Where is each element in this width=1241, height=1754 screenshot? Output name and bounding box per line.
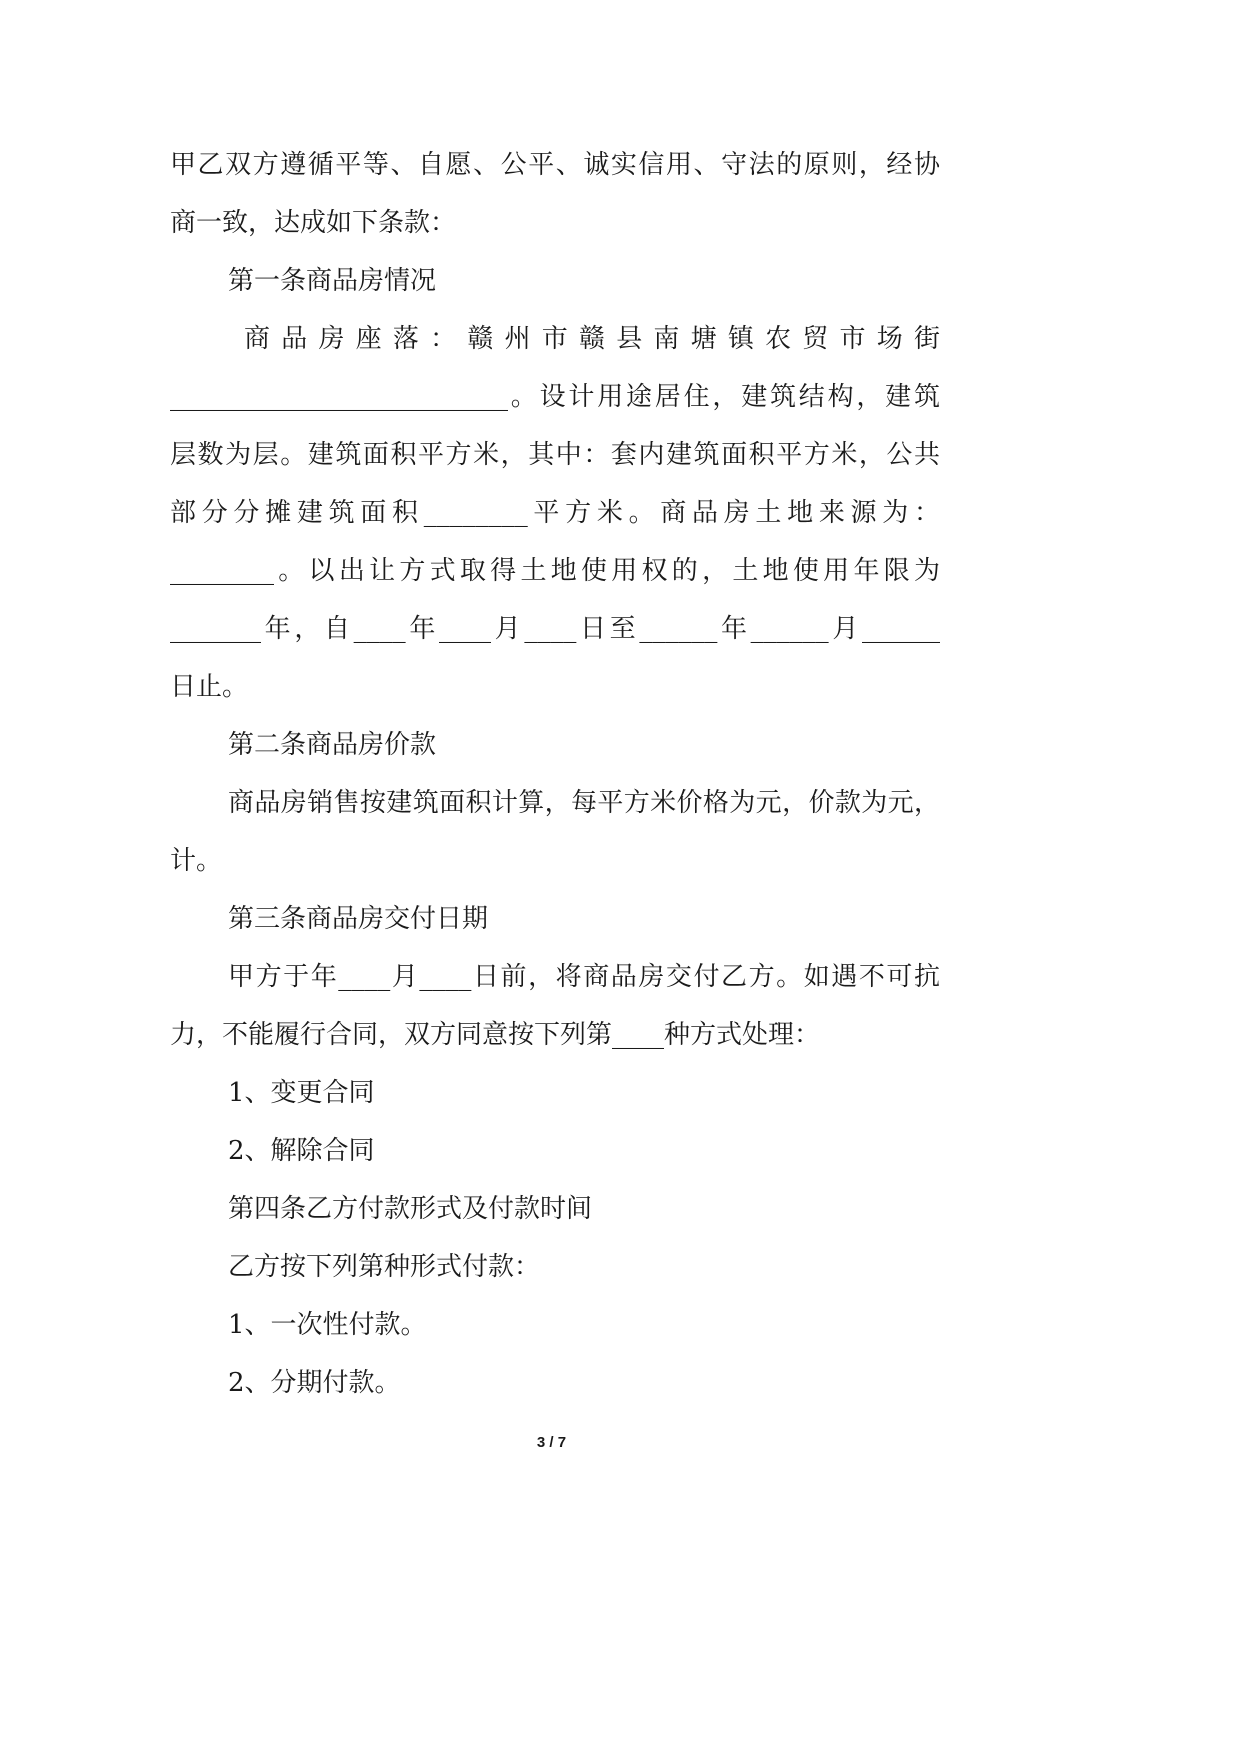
article-3-line-2: 力，不能履行合同，双方同意按下列第____种方式处理： bbox=[170, 1020, 821, 1050]
article-1-line-7: 日止。 bbox=[170, 672, 249, 702]
article-1-line-3: 层数为层。建筑面积平方米，其中：套内建筑面积平方米，公共 bbox=[170, 440, 940, 470]
article-1-line-5: ________。以出让方式取得土地使用权的，土地使用年限为 bbox=[170, 556, 940, 586]
article-4-heading: 第四条乙方付款形式及付款时间 bbox=[228, 1194, 593, 1224]
paragraph-intro-line-1: 甲乙双方遵循平等、自愿、公平、诚实信用、守法的原则，经协 bbox=[170, 150, 940, 180]
article-1-location-line: 商品房座落：赣州市赣县南塘镇农贸市场街 bbox=[244, 324, 940, 354]
article-3-heading: 第三条商品房交付日期 bbox=[228, 904, 489, 934]
article-3-line-1: 甲方于年____月____日前，将商品房交付乙方。如遇不可抗 bbox=[228, 962, 940, 992]
article-1-line-4: 部分分摊建筑面积________平方米。商品房土地来源为： bbox=[170, 498, 940, 528]
article-2-line-1: 商品房销售按建筑面积计算，每平方米价格为元，价款为元， bbox=[228, 788, 940, 818]
article-4-line-1: 乙方按下列第种形式付款： bbox=[228, 1252, 541, 1282]
page-number: 3 / 7 bbox=[536, 1434, 567, 1451]
article-3-option-1: 1、变更合同 bbox=[228, 1078, 375, 1108]
article-4-option-1: 1、一次性付款。 bbox=[228, 1310, 427, 1340]
article-1-heading: 第一条商品房情况 bbox=[228, 266, 437, 296]
paragraph-intro-line-2: 商一致，达成如下条款： bbox=[170, 208, 457, 238]
article-1-line-2: __________________________。设计用途居住，建筑结构，建筑 bbox=[170, 382, 940, 412]
article-2-line-2: 计。 bbox=[170, 846, 223, 876]
article-3-option-2: 2、解除合同 bbox=[228, 1136, 375, 1166]
article-4-option-2: 2、分期付款。 bbox=[228, 1368, 401, 1398]
article-2-heading: 第二条商品房价款 bbox=[228, 730, 437, 760]
article-1-line-6: _______年，自____年____月____日至______年______月______ bbox=[170, 614, 940, 644]
